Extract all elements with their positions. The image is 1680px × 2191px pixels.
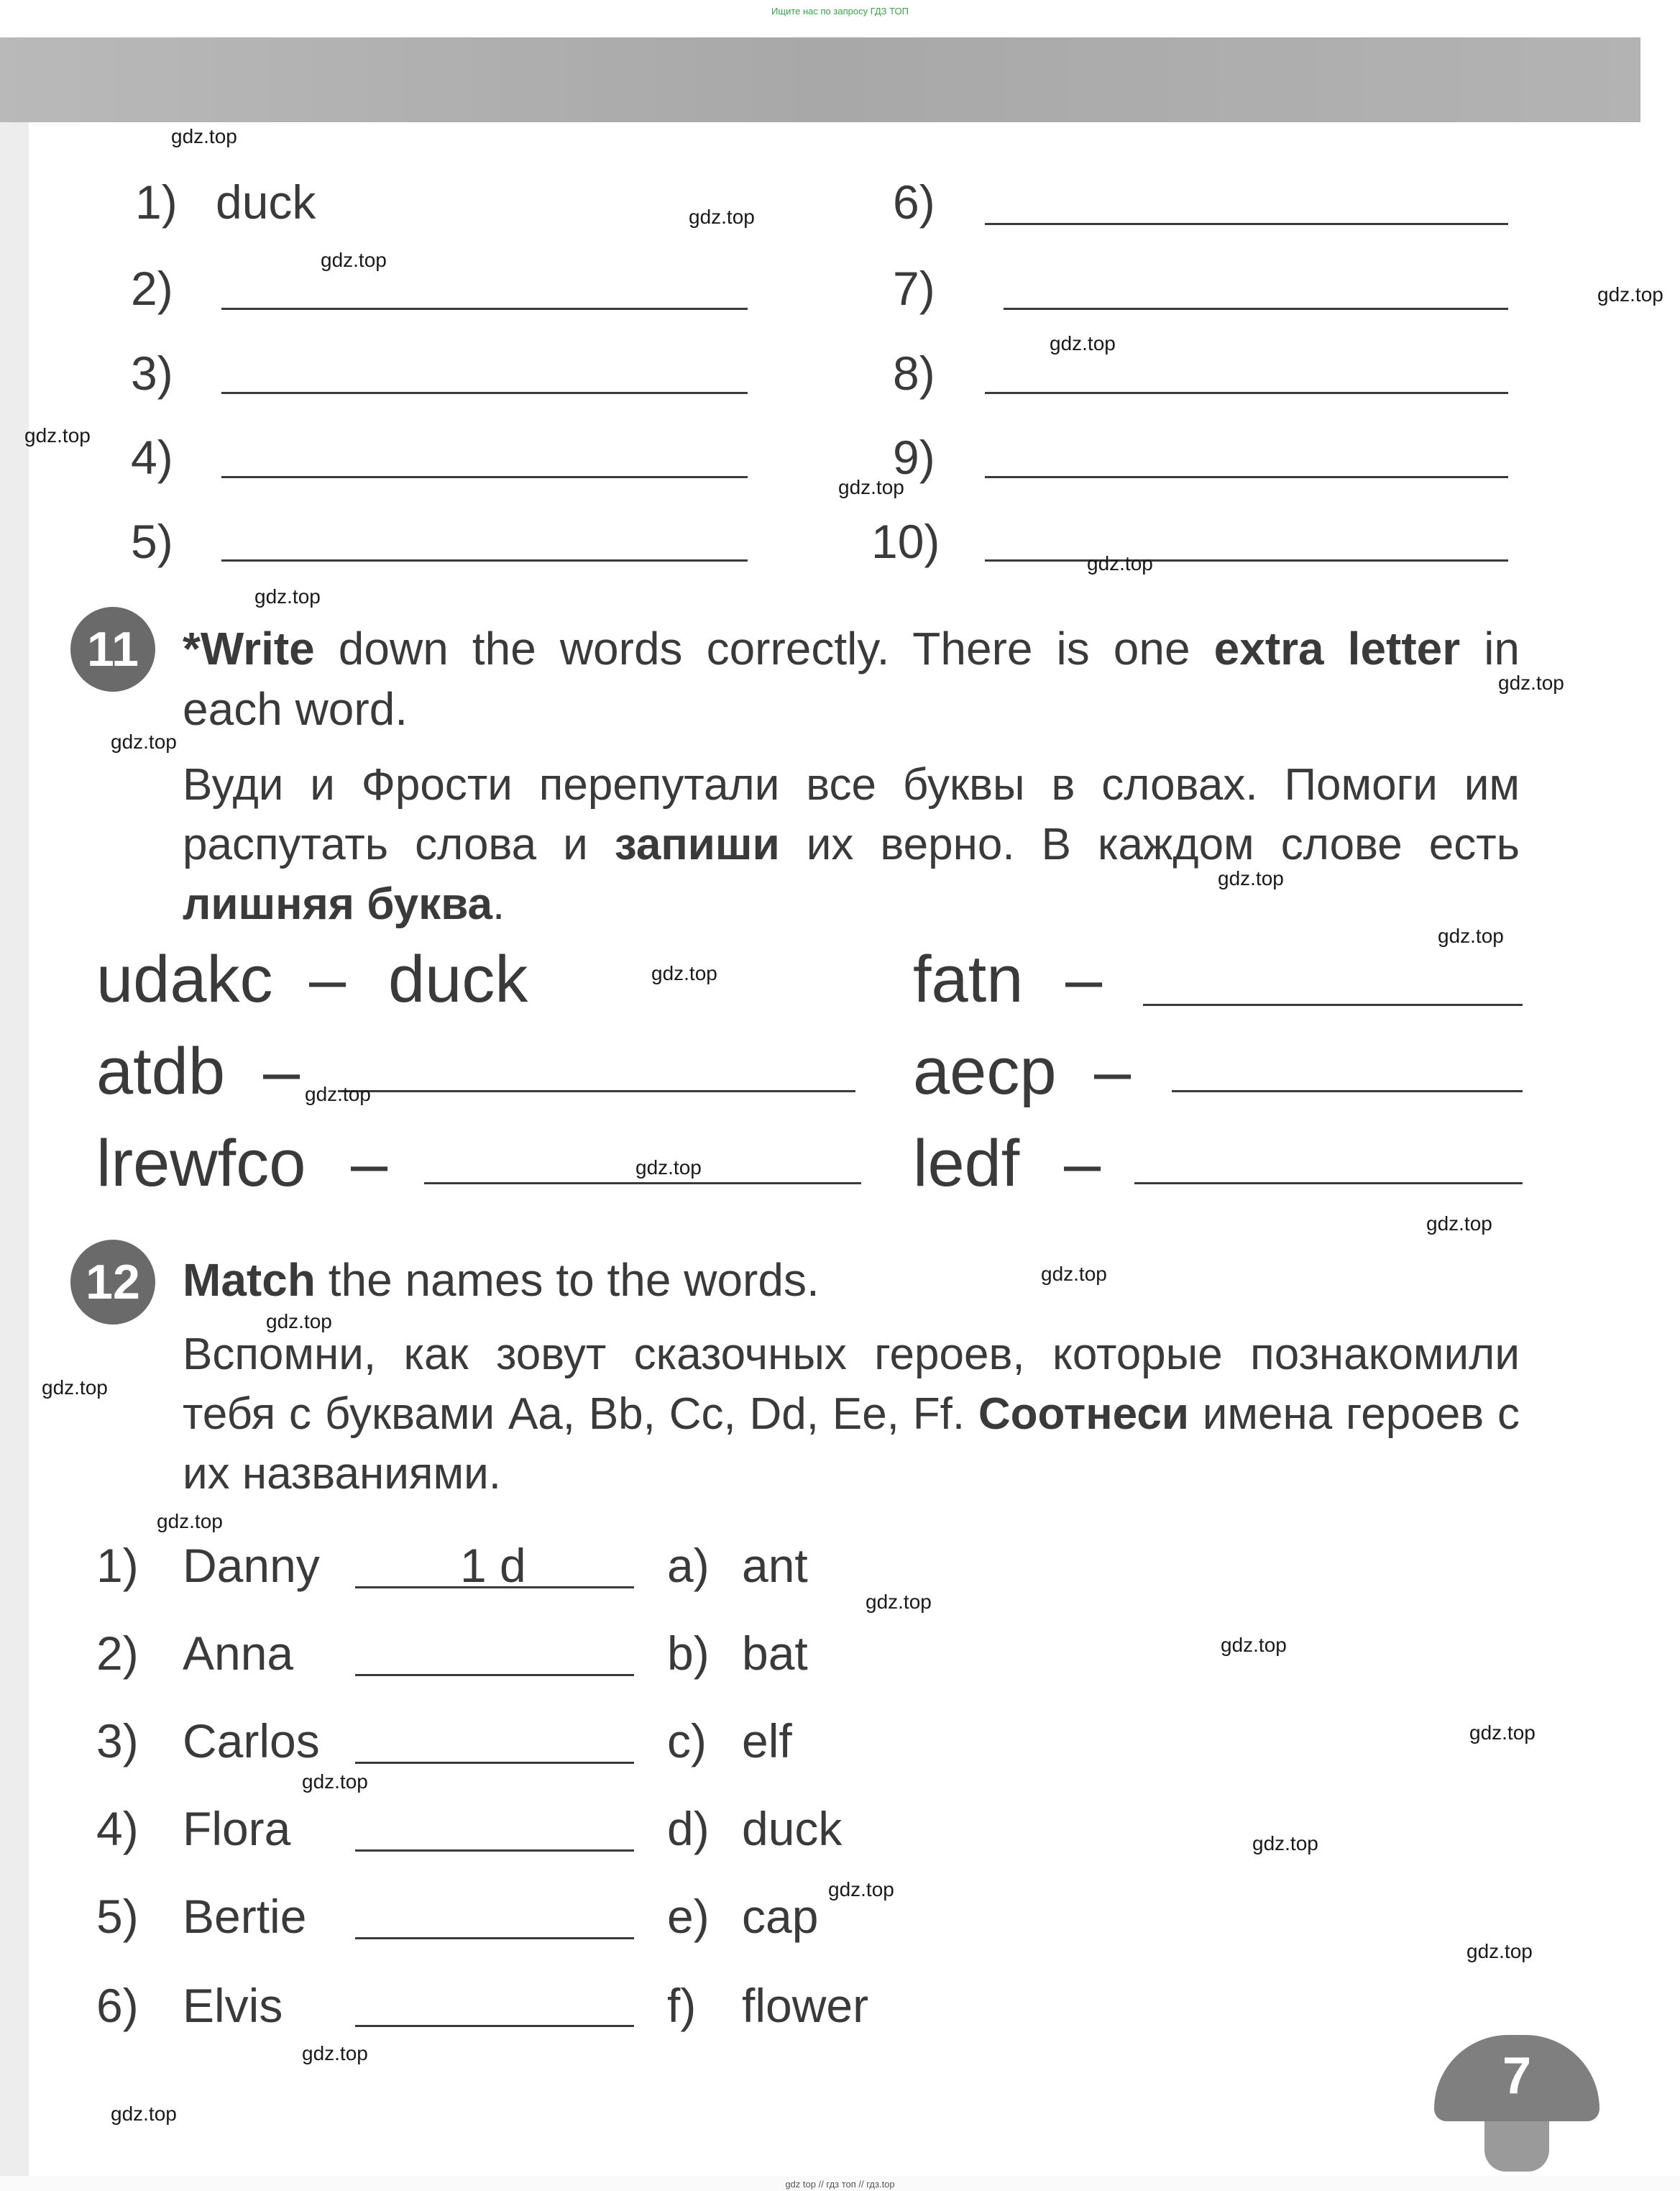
match-word: ant bbox=[742, 1539, 808, 1592]
bottom-note: gdz top // гдз топ // гдз.top bbox=[785, 2179, 895, 2190]
page-number-stem bbox=[1484, 2114, 1549, 2172]
answer-line bbox=[1143, 1004, 1523, 1006]
answer-number: 6) bbox=[893, 175, 935, 229]
watermark: gdz.top bbox=[1438, 925, 1504, 947]
watermark: gdz.top bbox=[1050, 332, 1116, 355]
watermark: gdz.top bbox=[1597, 283, 1663, 306]
answer-line bbox=[985, 559, 1508, 562]
scrambled-word: fatn bbox=[913, 943, 1024, 1016]
match-word: elf bbox=[742, 1714, 792, 1767]
answer-line bbox=[338, 1090, 855, 1092]
watermark: gdz.top bbox=[266, 1310, 332, 1332]
scrambled-word: ledf bbox=[913, 1127, 1020, 1200]
answer-number: 7) bbox=[893, 262, 935, 315]
watermark: gdz.top bbox=[1087, 552, 1153, 575]
answer-line bbox=[985, 392, 1508, 394]
exercise-russian-instruction: Вспомни, как зовут сказочных героев, которые познакомили тебя с буквами Aa, Bb, Cc, Dd, Ee, Ff. Соотнеси имена героев с их названиями. bbox=[183, 1330, 1520, 1499]
watermark: gdz.top bbox=[111, 731, 177, 753]
word-letter: e) bbox=[667, 1890, 710, 1943]
watermark: gdz.top bbox=[651, 962, 717, 984]
match-word: cap bbox=[742, 1890, 819, 1943]
watermark: gdz.top bbox=[42, 1376, 108, 1399]
answer-line bbox=[221, 476, 748, 478]
answer-line bbox=[1004, 308, 1508, 310]
answer-line bbox=[1134, 1182, 1523, 1184]
scrambled-dash: – bbox=[1094, 1035, 1132, 1108]
scrambled-word: atdb bbox=[96, 1035, 226, 1108]
answer-line bbox=[355, 1674, 634, 1676]
name-number: 3) bbox=[96, 1714, 139, 1767]
answer-number: 8) bbox=[893, 347, 935, 400]
answer-number: 3) bbox=[131, 347, 173, 400]
watermark: gdz.top bbox=[254, 585, 321, 608]
name-number: 4) bbox=[96, 1802, 139, 1855]
scrambled-word: udakc bbox=[96, 943, 273, 1016]
watermark: gdz.top bbox=[828, 1878, 894, 1900]
answer-value: duck bbox=[216, 175, 316, 229]
hero-name: Anna bbox=[183, 1627, 294, 1680]
scrambled-dash: – bbox=[309, 943, 346, 1016]
exercise-russian-instruction: Вуди и Фрости перепутали все буквы в словах. Помоги им распутать слова и запиши их верно. В каждом слове есть лишняя буква. bbox=[183, 760, 1520, 929]
answer-number: 1) bbox=[135, 175, 178, 229]
answer-number: 2) bbox=[131, 262, 173, 315]
exercise-number-badge: 12 bbox=[70, 1240, 155, 1325]
page-number: 7 bbox=[1502, 2047, 1532, 2105]
hero-name: Carlos bbox=[183, 1714, 320, 1767]
watermark: gdz.top bbox=[111, 2103, 177, 2125]
scrambled-dash: – bbox=[1065, 943, 1103, 1016]
watermark: gdz.top bbox=[24, 424, 91, 447]
scrambled-dash: – bbox=[1064, 1127, 1101, 1200]
watermark: gdz.top bbox=[321, 249, 387, 271]
name-number: 1) bbox=[96, 1539, 139, 1592]
watermark: gdz.top bbox=[157, 1510, 223, 1532]
hero-name: Bertie bbox=[183, 1890, 307, 1943]
scrambled-answer: duck bbox=[388, 943, 528, 1016]
word-letter: c) bbox=[667, 1714, 707, 1767]
watermark: gdz.top bbox=[1221, 1634, 1287, 1656]
watermark: gdz.top bbox=[171, 125, 237, 147]
watermark: gdz.top bbox=[1469, 1721, 1536, 1744]
scrambled-word: lrewfco bbox=[96, 1127, 306, 1200]
hero-name: Elvis bbox=[183, 1979, 283, 2032]
answer-line bbox=[355, 1762, 634, 1764]
answer-line bbox=[985, 223, 1508, 225]
name-number: 5) bbox=[96, 1890, 139, 1943]
answer-number: 4) bbox=[131, 431, 173, 484]
hero-name: Danny bbox=[183, 1539, 320, 1592]
answer-line bbox=[355, 1849, 634, 1852]
answer-line bbox=[221, 559, 748, 562]
match-answer: 1 d bbox=[460, 1539, 526, 1592]
watermark: gdz.top bbox=[302, 2042, 368, 2064]
answer-number: 10) bbox=[871, 515, 940, 568]
name-number: 2) bbox=[96, 1627, 139, 1680]
word-letter: d) bbox=[667, 1802, 710, 1855]
answer-line bbox=[355, 1586, 634, 1588]
answer-line bbox=[221, 392, 748, 394]
word-letter: b) bbox=[667, 1627, 710, 1680]
answer-line bbox=[985, 476, 1508, 478]
answer-line bbox=[424, 1182, 861, 1184]
word-letter: a) bbox=[667, 1539, 710, 1592]
watermark: gdz.top bbox=[1466, 1940, 1533, 1962]
watermark: gdz.top bbox=[1218, 867, 1284, 889]
top-note: Ищите нас по запросу ГДЗ ТОП bbox=[771, 6, 909, 17]
watermark: gdz.top bbox=[1252, 1832, 1318, 1854]
scrambled-word: aecp bbox=[913, 1035, 1057, 1108]
name-number: 6) bbox=[96, 1979, 139, 2032]
watermark: gdz.top bbox=[635, 1156, 702, 1179]
header-band bbox=[0, 37, 1640, 122]
answer-line bbox=[1172, 1090, 1523, 1092]
answer-line bbox=[221, 308, 748, 310]
watermark: gdz.top bbox=[305, 1083, 371, 1105]
watermark: gdz.top bbox=[1426, 1212, 1492, 1235]
watermark: gdz.top bbox=[838, 476, 904, 498]
exercise-instruction: *Write down the words correctly. There is one extra letter in each word. bbox=[183, 623, 1520, 735]
watermark: gdz.top bbox=[1041, 1263, 1107, 1285]
exercise-number-badge: 11 bbox=[70, 607, 155, 692]
watermark: gdz.top bbox=[1498, 672, 1564, 694]
answer-line bbox=[355, 2025, 634, 2027]
watermark: gdz.top bbox=[866, 1591, 932, 1613]
match-word: flower bbox=[742, 1979, 869, 2032]
word-letter: f) bbox=[667, 1979, 697, 2032]
match-word: duck bbox=[742, 1802, 843, 1855]
scrambled-dash: – bbox=[263, 1035, 300, 1108]
match-word: bat bbox=[742, 1627, 808, 1680]
watermark: gdz.top bbox=[689, 206, 755, 228]
answer-number: 5) bbox=[131, 515, 173, 568]
hero-name: Flora bbox=[183, 1802, 291, 1855]
watermark: gdz.top bbox=[302, 1770, 368, 1793]
answer-line bbox=[355, 1937, 634, 1939]
exercise-instruction: Match the names to the words. bbox=[183, 1254, 820, 1306]
scrambled-dash: – bbox=[351, 1127, 388, 1200]
answer-number: 9) bbox=[893, 431, 935, 484]
